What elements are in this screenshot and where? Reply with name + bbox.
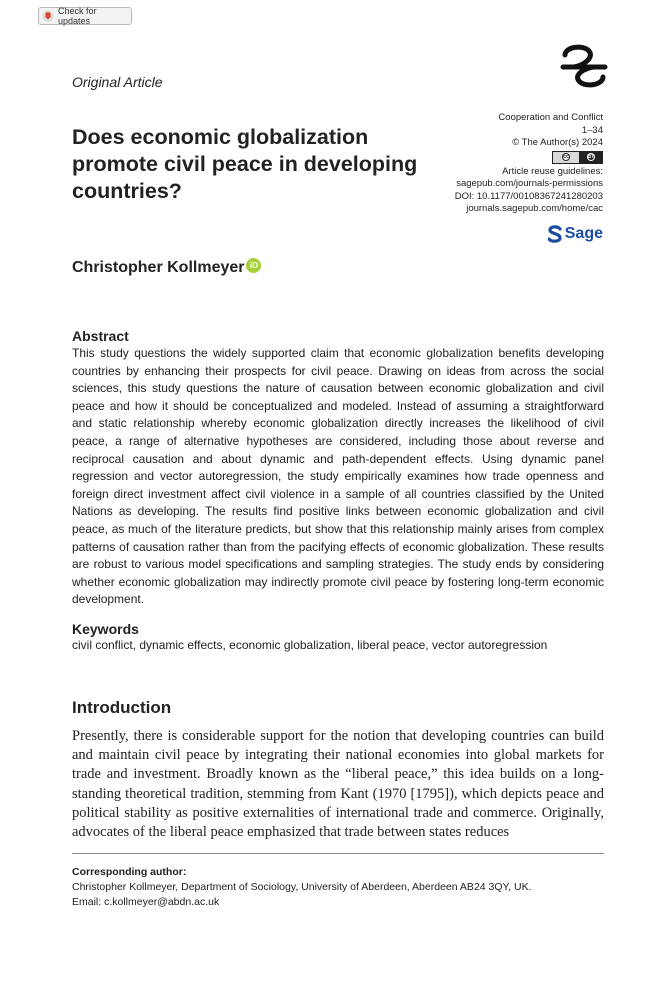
introduction-text: Presently, there is considerable support for the notion that developing countries can build and maintain civil peace by integrating their national economies into global markets for trade and investment. Broadly known as the “liberal peace,” this idea builds on a long-standing theoretical tradition, stemming from Kant (1970 [1795]), which depicts peace and political stability as positive externalities of international trade and commerce. Originally, advocates of the liberal peace emphasized that trade between states reduces: [72, 728, 604, 841]
copyright: © The Author(s) 2024: [512, 137, 603, 148]
cc-by-license-badge[interactable]: [552, 151, 603, 164]
reuse-guidelines-label: Article reuse guidelines:: [502, 165, 603, 177]
orcid-icon[interactable]: iD: [246, 258, 261, 273]
paper-title: Does economic globalization promote civil peace in developing countries?: [72, 125, 418, 203]
abstract-heading: Abstract: [72, 328, 129, 344]
footnote-divider: [72, 853, 604, 854]
introduction-heading: Introduction: [72, 698, 172, 717]
check-for-updates-button[interactable]: [38, 7, 132, 25]
cc-license-icon: cc: [563, 154, 569, 160]
sage-publisher-logo: [548, 225, 603, 243]
journal-info: [455, 112, 603, 216]
journal-homepage-link[interactable]: journals.sagepub.com/home/cac: [466, 203, 603, 214]
abstract-text: This study questions the widely supported claim that economic globalization benefits developing countries by enhancing their prospects for civil peace. Drawing on ideas from across the social sciences, this study questions the nature of causation between economic globalization and civil peace and how it should be conceptualized and modeled. Instead of assuming a straightforward and static relationship whereby economic globalization directly increases the likelihood of civil peace, a range of alternative hypotheses are considered, including those about reverse and reciprocal causation and about dynamic and path-dependent effects. Using dynamic panel regression and vector autoregression, the study empirically examines how trade openness and foreign direct investment affect civil violence in a sample of all countries classified by the United Nations as developing. The results find positive links between economic globalization and civil peace, as much of the literature predicts, but show that this relationship mainly arises from complex patterns of causation rather than from the pacifying effects of economic globalization. These results are robust to various model specifications and sampling strategies. The study ends by considering whether economic globalization may indirectly promote civil peace by fostering long-term economic development.: [72, 346, 604, 607]
footnote-email[interactable]: Email: c.kollmeyer@abdn.ac.uk: [72, 896, 220, 908]
sage-s-icon: [548, 225, 562, 243]
footnote-address: Christopher Kollmeyer, Department of Sociology, University of Aberdeen, Aberdeen AB24 3QY, UK.: [72, 881, 532, 893]
doi[interactable]: DOI: 10.1177/00108367241280203: [454, 190, 603, 202]
by-attribution-icon: BY: [587, 154, 595, 160]
check-for-updates-label: Check for updates: [58, 6, 97, 26]
sage-wordmark: Sage: [564, 225, 603, 242]
article-type: Original Article: [72, 74, 163, 90]
corresponding-author-footnote: [72, 865, 532, 910]
footnote-heading: Corresponding author:: [72, 866, 187, 878]
reuse-guidelines-link[interactable]: sagepub.com/journals-permissions: [456, 178, 603, 189]
journal-name: Cooperation and Conflict: [498, 112, 603, 123]
page-range: 1–34: [581, 124, 603, 136]
author-name: Christopher Kollmeyer: [72, 259, 245, 276]
journal-logo-icon: [559, 43, 609, 89]
keywords-text: civil conflict, dynamic effects, economic globalization, liberal peace, vector autoregression: [72, 638, 548, 652]
crossmark-icon: [42, 10, 54, 22]
author-line: [72, 259, 261, 277]
keywords-heading: Keywords: [72, 621, 139, 637]
